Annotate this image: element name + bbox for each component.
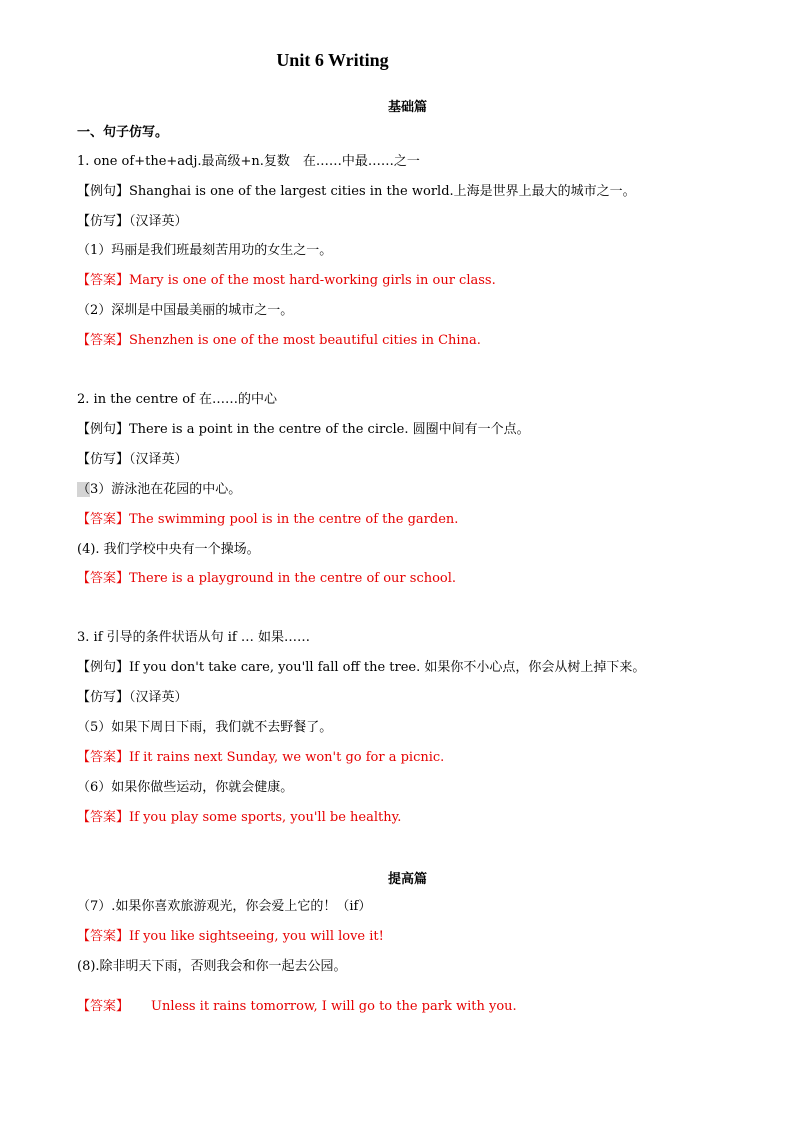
item-2-example: 【例句】There is a point in the centre of the circle. 圆圈中间有一个点。 (77, 422, 530, 437)
section-basic-heading: 基础篇 (387, 100, 427, 115)
question-1: （1）玛丽是我们班最刻苦用功的女生之一。 (77, 243, 333, 258)
item-1-imitate-label: 【仿写】（汉译英） (77, 214, 188, 229)
answer-2: 【答案】Shenzhen is one of the most beautiful cities in China. (77, 333, 481, 348)
question-8: (8).除非明天下雨，否则我会和你一起去公园。 (77, 959, 347, 974)
answer-5: 【答案】If it rains next Sunday, we won't go for a picnic. (77, 750, 445, 765)
item-2-imitate-label: 【仿写】（汉译英） (77, 452, 188, 467)
section-advanced-heading: 提高篇 (387, 872, 427, 887)
item-3-example: 【例句】If you don't take care, you'll fall off the tree. 如果你不小心点，你会从树上掉下来。 (77, 660, 646, 675)
question-3-text: 3）游泳池在花园的中心。 (90, 482, 242, 497)
answer-7: 【答案】If you like sightseeing, you will love it! (77, 929, 384, 944)
item-1-heading: 1. one of+the+adj.最高级+n.复数 在……中最……之一 (77, 154, 420, 169)
question-4: (4). 我们学校中央有一个操场。 (77, 542, 260, 557)
answer-8-text: Unless it rains tomorrow, I will go to the park with you. (151, 999, 517, 1014)
item-3-imitate-label: 【仿写】（汉译英） (77, 690, 188, 705)
question-2: （2）深圳是中国最美丽的城市之一。 (77, 303, 294, 318)
question-7: （7）.如果你喜欢旅游观光，你会爱上它的！（if） (77, 899, 372, 914)
answer-3: 【答案】The swimming pool is in the centre of the garden. (77, 512, 459, 527)
answer-1: 【答案】Mary is one of the most hard-working girls in our class. (77, 273, 496, 288)
item-3-heading: 3. if 引导的条件状语从句 if … 如果…… (77, 630, 311, 645)
question-3 (77, 481, 241, 499)
question-3-highlight: （ (77, 482, 91, 497)
page-title: Unit 6 Writing (276, 50, 389, 70)
part-one-heading: 一、句子仿写。 (77, 125, 169, 140)
answer-8 (77, 998, 517, 1016)
answer-8-label: 【答案】 (77, 999, 130, 1014)
question-5: （5）如果下周日下雨，我们就不去野餐了。 (77, 720, 333, 735)
answer-6: 【答案】If you play some sports, you'll be healthy. (77, 810, 402, 825)
item-1-example: 【例句】Shanghai is one of the largest cities in the world.上海是世界上最大的城市之一。 (77, 184, 636, 199)
question-6: （6）如果你做些运动，你就会健康。 (77, 780, 294, 795)
answer-4: 【答案】There is a playground in the centre of our school. (77, 571, 457, 586)
item-2-heading: 2. in the centre of 在……的中心 (77, 392, 278, 407)
